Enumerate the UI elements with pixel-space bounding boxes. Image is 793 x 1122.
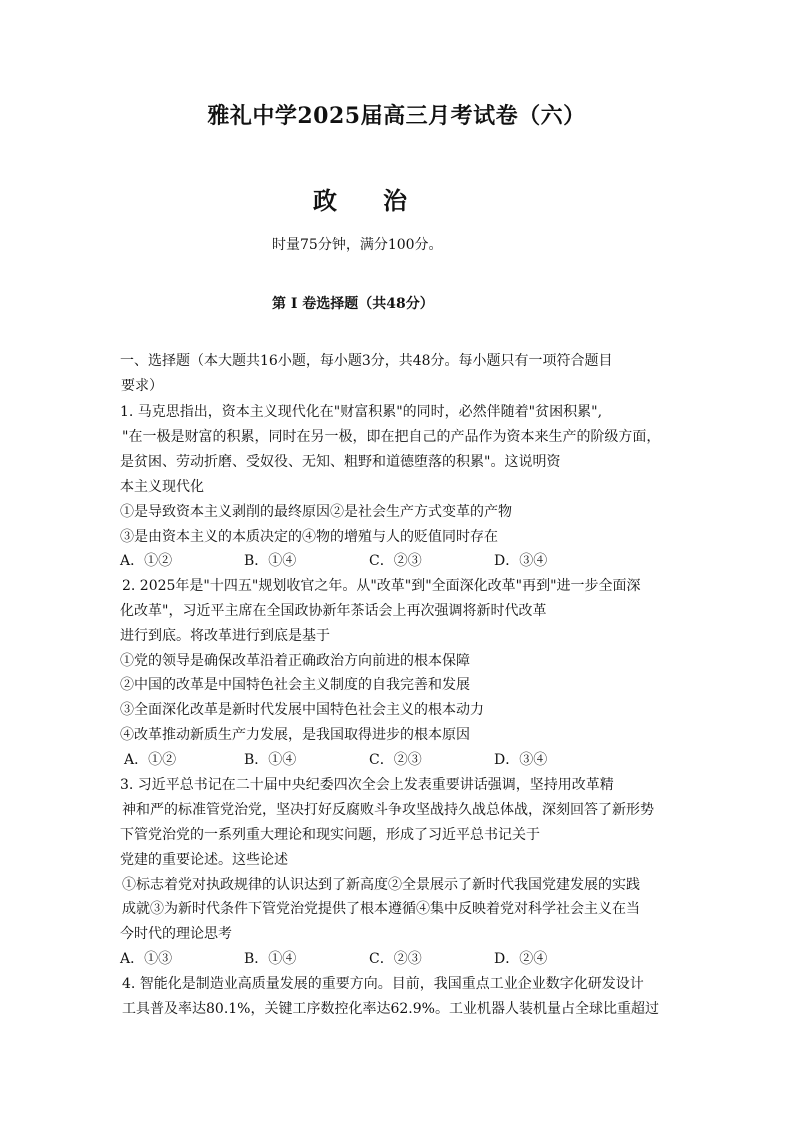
question-3-line: 下管党治党的一系列重大理论和现实问题，形成了习近平总书记关于 xyxy=(120,827,540,843)
question-1-line: "在一极是财富的积累，同时在另一极，即在把自己的产品作为资本来生产的阶级方面， xyxy=(122,429,661,445)
question-1-option-d[interactable]: D．③④ xyxy=(494,553,548,569)
question-4-line: 4. 智能化是制造业高质量发展的重要方向。目前，我国重点工业企业数字化研发设计 xyxy=(122,976,644,992)
question-1-line: 是贫困、劳动折磨、受奴役、无知、粗野和道德堕落的积累"。这说明资 xyxy=(120,454,561,470)
question-1-line: 本主义现代化 xyxy=(120,479,204,495)
question-2-line: 化改革"，习近平主席在全国政协新年茶话会上再次强调将新时代改革 xyxy=(120,603,547,619)
question-3-line: 今时代的理论思考 xyxy=(120,926,232,942)
question-3-option-c[interactable]: C．②③ xyxy=(369,951,422,967)
question-3-option-b[interactable]: B．①④ xyxy=(244,951,297,967)
question-2-line: 2. 2025年是"十四五"规划收官之年。从"改革"到"全面深化改革"再到"进一步全面深 xyxy=(122,578,641,594)
question-2-line: ②中国的改革是中国特色社会主义制度的自我完善和发展 xyxy=(120,677,470,693)
exam-title: 雅礼中学2025届高三月考试卷（六） xyxy=(207,103,586,129)
question-3-line: 神和严的标准管党治党，坚决打好反腐败斗争攻坚战持久战总体战，深刻回答了新形势 xyxy=(122,802,654,818)
section-title: 第 I 卷选择题（共48分） xyxy=(272,296,434,312)
question-1-line: 1. 马克思指出，资本主义现代化在"财富积累"的同时，必然伴随着"贫困积累", xyxy=(120,404,603,420)
question-1-option-a[interactable]: A．①② xyxy=(120,553,173,569)
question-2-line: ①党的领导是确保改革沿着正确政治方向前进的根本保障 xyxy=(120,653,470,669)
question-3-option-d[interactable]: D．②④ xyxy=(494,951,548,967)
question-2-option-a[interactable]: A．①② xyxy=(124,752,177,768)
question-3-line: 党建的重要论述。这些论述 xyxy=(120,852,288,868)
question-2-line: 进行到底。将改革进行到底是基于 xyxy=(120,628,330,644)
question-2-line: ④改革推动新质生产力发展，是我国取得进步的根本原因 xyxy=(120,727,470,743)
question-1-option-c[interactable]: C．②③ xyxy=(369,553,422,569)
question-2-option-b[interactable]: B．①④ xyxy=(244,752,297,768)
question-1-line: ③是由资本主义的本质决定的④物的增殖与人的贬值同时存在 xyxy=(120,529,498,545)
question-3-line: 3. 习近平总书记在二十届中央纪委四次全会上发表重要讲话强调，坚持用改革精 xyxy=(120,777,614,793)
question-3-line: ①标志着党对执政规律的认识达到了新高度②全景展示了新时代我国党建发展的实践 xyxy=(122,877,640,893)
instructions-line: 一、选择题（本大题共16小题，每小题3分，共48分。每小题只有一项符合题目 xyxy=(120,353,613,369)
question-1-option-b[interactable]: B．①④ xyxy=(244,553,297,569)
question-3-line: 成就③为新时代条件下管党治党提供了根本遵循④集中反映着党对科学社会主义在当 xyxy=(122,901,640,917)
time-and-score-note: 时量75分钟，满分100分。 xyxy=(272,237,443,253)
question-4-line: 工具普及率达80.1%，关键工序数控化率达62.9%。工业机器人装机量占全球比重超过 xyxy=(122,1001,659,1017)
instructions-line: 要求） xyxy=(121,378,163,394)
question-1-line: ①是导致资本主义剥削的最终原因②是社会生产方式变革的产物 xyxy=(120,504,512,520)
question-3-option-a[interactable]: A．①③ xyxy=(120,951,173,967)
subject-heading: 政治 xyxy=(313,186,453,215)
question-2-option-d[interactable]: D．③④ xyxy=(494,752,548,768)
question-2-option-c[interactable]: C．②③ xyxy=(369,752,422,768)
question-2-line: ③全面深化改革是新时代发展中国特色社会主义的根本动力 xyxy=(120,702,484,718)
